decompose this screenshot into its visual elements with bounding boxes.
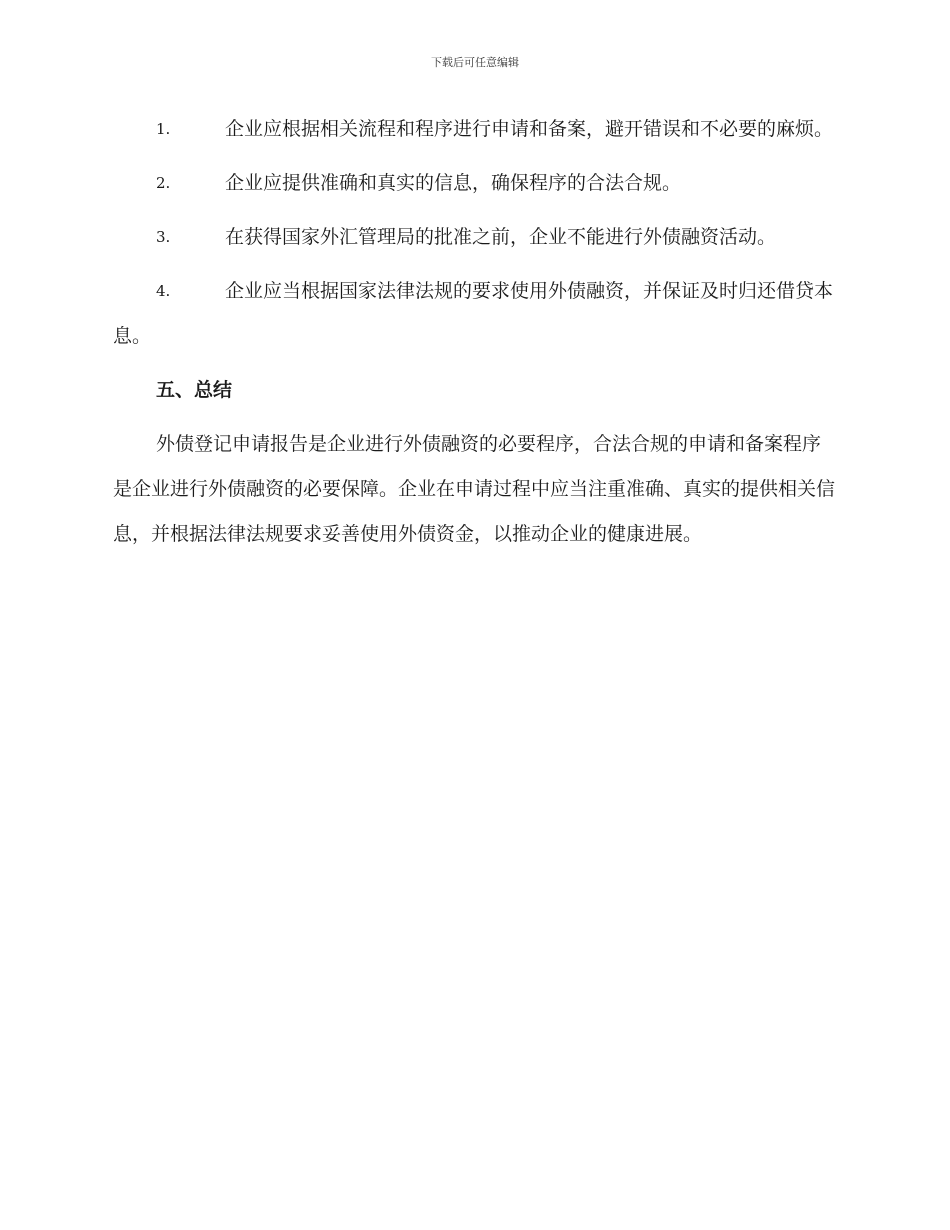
section-heading: 五、总结 bbox=[156, 379, 233, 401]
list-item-3 bbox=[113, 215, 835, 260]
list-number: 1. bbox=[156, 120, 171, 138]
document-body bbox=[113, 107, 835, 557]
list-number: 2. bbox=[156, 174, 171, 192]
list-text: 在获得国家外汇管理局的批准之前，企业不能进行外债融资活动。 bbox=[225, 226, 777, 248]
list-text: 企业应当根据国家法律法规的要求使用外债融资，并保证及时归还借贷本息。 bbox=[113, 280, 834, 347]
list-item-4 bbox=[113, 269, 835, 359]
list-item-2 bbox=[113, 161, 835, 206]
summary-paragraph: 外债登记申请报告是企业进行外债融资的必要程序，合法合规的申请和备案程序是企业进行外债融资的必要保障。企业在申请过程中应当注重准确、真实的提供相关信息，并根据法律法规要求妥善使用外债资金，以推动企业的健康进展。 bbox=[113, 433, 836, 545]
page-header: 下载后可任意编辑 bbox=[431, 56, 519, 69]
list-item-1 bbox=[113, 107, 835, 152]
list-number: 3. bbox=[156, 228, 171, 246]
list-text: 企业应根据相关流程和程序进行申请和备案，避开错误和不必要的麻烦。 bbox=[225, 118, 834, 140]
list-text: 企业应提供准确和真实的信息，确保程序的合法合规。 bbox=[225, 172, 682, 194]
list-number: 4. bbox=[156, 282, 171, 300]
